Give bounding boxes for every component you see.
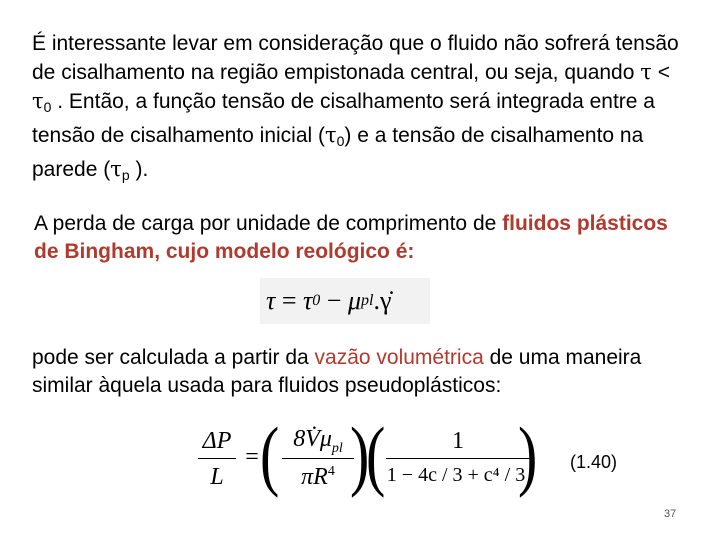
eq1-mu: μ [347, 286, 362, 315]
para2-text-b: , cujo modelo reológico é: [154, 240, 415, 263]
left-paren-2: ( [366, 410, 386, 499]
right-fraction-line [386, 458, 532, 459]
eq1-shear-rate: .γ̇ [373, 286, 392, 315]
lhs-numerator: ΔP [202, 428, 232, 454]
mid-denominator: $\pi R^4$ [301, 464, 335, 490]
left-paren-1: ( [260, 410, 280, 499]
eq1-minus: − [320, 286, 348, 315]
para3-text-a: pode ser calculada a partir da [32, 346, 315, 369]
paragraph-flow-rate [32, 344, 692, 400]
right-denominator: 1 − 4c / 3 + c⁴ / 3 [386, 464, 526, 486]
less-than: < [651, 61, 670, 84]
eq1-tau: τ [266, 286, 276, 315]
eq2-equals: = [245, 444, 259, 470]
tau-wall-subscript: p [121, 167, 130, 183]
paragraph-bingham [34, 210, 694, 266]
right-paren-2: ) [518, 410, 538, 499]
equation-number: (1.40) [570, 452, 618, 472]
tau-initial-symbol: τ [325, 123, 337, 147]
para1-text-c: ) e a tensão de cisalhamento na parede ( [32, 124, 644, 181]
tau-wall-symbol: τ [110, 157, 122, 181]
mid-fraction-line [282, 458, 354, 459]
bingham-highlight: fluidos plásticos de Bingham [34, 212, 668, 263]
flow-rate-highlight: vazão volumétrica [314, 346, 484, 369]
para2-text-a: A perda de carga por unidade de comprimento de [34, 212, 503, 235]
paragraph-shear-stress [32, 30, 692, 189]
right-paren-1: ) [350, 410, 370, 499]
lhs-denominator: L [210, 464, 224, 490]
tau0-symbol: τ [32, 89, 44, 113]
tau0-subscript: 0 [43, 99, 52, 115]
tau-symbol: τ [640, 60, 652, 84]
eq1-equals: = [275, 286, 303, 315]
equation-pressure-drop [196, 410, 538, 502]
page-number: 37 [664, 508, 677, 520]
eq1-sub-pl: pl [361, 292, 374, 309]
mid-numerator: $8V̇\mu_{pl}$ [293, 426, 343, 456]
equation-bingham-model [260, 278, 430, 324]
tau-initial-subscript: 0 [336, 133, 345, 149]
para1-text-a: É interessante levar em consideração que o fluido não sofrerá tensão de cisalhamento na região empistonada central, ou seja, quando [32, 32, 679, 84]
para3-text-b: de uma maneira similar àquela usada para fluidos pseudoplásticos: [32, 346, 642, 397]
lhs-fraction-line [198, 458, 236, 459]
para1-text-b: . Então, a função tensão de cisalhamento será integrada entre a tensão de cisalhamento inicial ( [32, 90, 655, 147]
eq1-sub0: 0 [312, 292, 321, 309]
para1-text-d: ). [129, 158, 149, 181]
right-numerator: 1 [452, 428, 464, 454]
eq1-tau0: τ [302, 286, 313, 315]
